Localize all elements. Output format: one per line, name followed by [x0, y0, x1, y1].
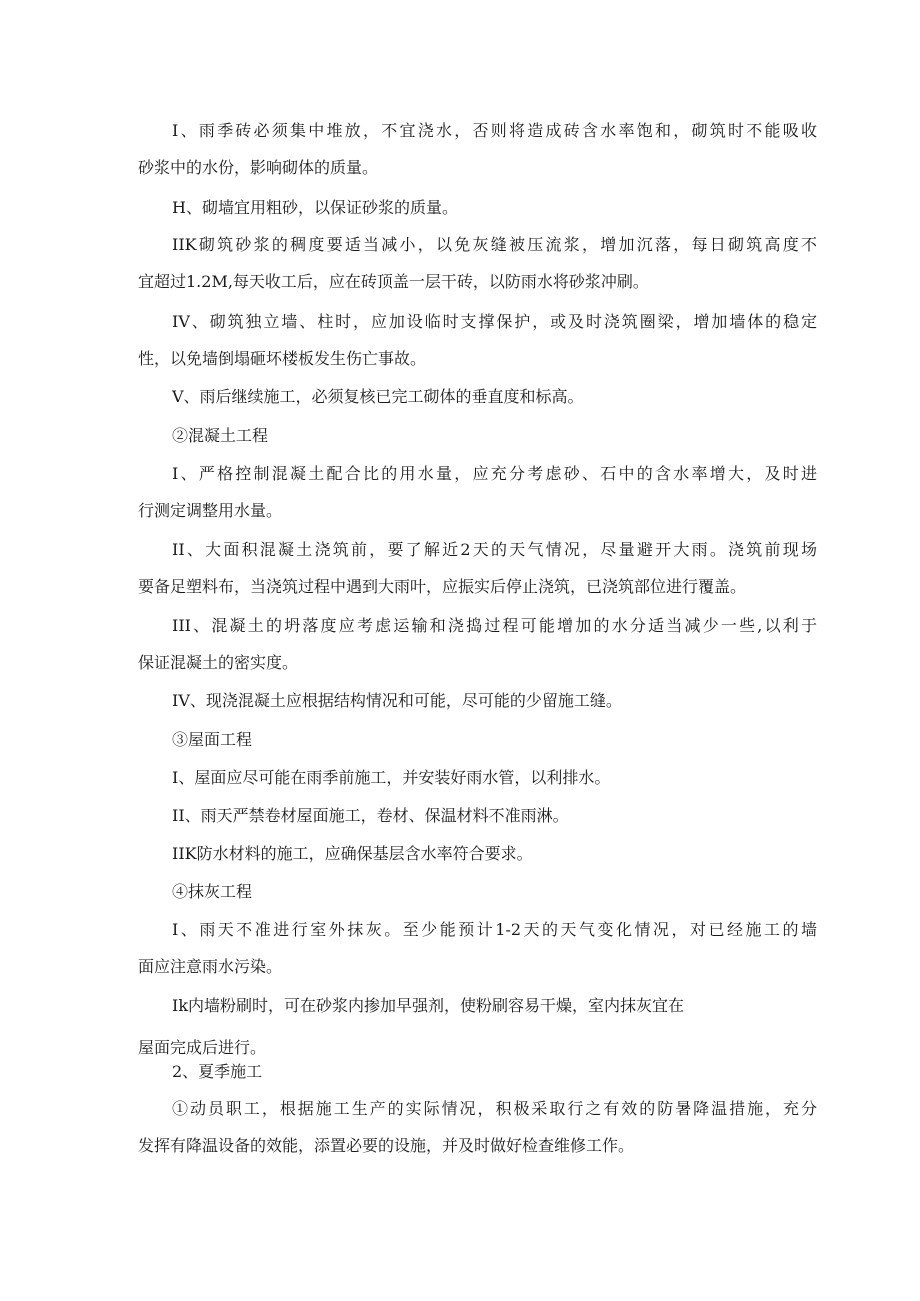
para-9-line-1: III、混凝土的坍落度应考虑运输和浇捣过程可能增加的水分适当减少一些,以利于 — [172, 616, 817, 635]
para-7-line-1: I、严格控制混凝土配合比的用水量，应充分考虑砂、石中的含水率增大，及时进 — [172, 464, 817, 483]
para-1-line-1: I、雨季砖必须集中堆放，不宜浇水，否则将造成砖含水率饱和，砌筑时不能吸收 — [172, 121, 817, 140]
section-heading-plaster: ④抹灰工程 — [172, 882, 253, 901]
para-19-line-1: ①动员职工，根据施工生产的实际情况，积极采取行之有效的防暑降温措施，充分 — [172, 1099, 817, 1118]
para-16-line-2: 面应注意雨水污染。 — [138, 957, 283, 976]
para-17-line-2: 屋面完成后进行。 — [138, 1038, 267, 1057]
para-16-line-1: I、雨天不准进行室外抹灰。至少能预计1-2天的天气变化情况，对已经施工的墙 — [172, 920, 817, 939]
para-12-line-1: I、屋面应尽可能在雨季前施工，并安装好雨水管，以利排水。 — [172, 768, 611, 787]
para-17-line-1: Ik内墙粉刷时，可在砂浆内掺加早强剂，使粉刷容易干燥，室内抹灰宜在 — [172, 996, 685, 1015]
para-13-line-1: II、雨天严禁卷材屋面施工，卷材、保温材料不准雨淋。 — [172, 806, 569, 825]
section-heading-concrete: ②混凝土工程 — [172, 426, 269, 445]
para-2-line-1: H、砌墙宜用粗砂，以保证砂浆的质量。 — [172, 198, 458, 217]
para-4-line-1: IV、砌筑独立墙、柱时，应加设临时支撑保护，或及时浇筑圈梁，增加墙体的稳定 — [172, 312, 817, 331]
section-heading-summer: 2、夏季施工 — [172, 1062, 263, 1081]
para-9-line-2: 保证混凝土的密实度。 — [138, 653, 299, 672]
para-14-line-1: IIK防水材料的施工，应确保基层含水率符合要求。 — [172, 844, 533, 863]
para-3-line-2: 宜超过1.2M,每天收工后，应在砖顶盖一层干砖，以防雨水将砂浆冲刷。 — [138, 272, 649, 291]
para-7-line-2: 行测定调整用水量。 — [138, 501, 283, 520]
para-3-line-1: IIK砌筑砂浆的稠度要适当减小，以免灰缝被压流浆，增加沉落，每日砌筑高度不 — [172, 235, 817, 254]
para-1-line-2: 砂浆中的水份，影响砌体的质量。 — [138, 158, 379, 177]
para-5-line-1: V、雨后继续施工，必须复核已完工砌体的垂直度和标高。 — [172, 387, 584, 406]
section-heading-roof: ③屋面工程 — [172, 730, 253, 749]
para-19-line-2: 发挥有降温设备的效能，添置必要的设施，并及时做好检查维修工作。 — [138, 1136, 635, 1155]
para-8-line-1: II、大面积混凝土浇筑前，要了解近2天的天气情况，尽量避开大雨。浇筑前现场 — [172, 540, 817, 559]
para-4-line-2: 性，以免墙倒塌砸坏楼板发生伤亡事故。 — [138, 349, 427, 368]
para-8-line-2: 要备足塑料布，当浇筑过程中遇到大雨叶，应振实后停止浇筑，已浇筑部位进行覆盖。 — [138, 577, 747, 596]
para-10-line-1: IV、现浇混凝土应根据结构情况和可能，尽可能的少留施工缝。 — [172, 691, 622, 710]
